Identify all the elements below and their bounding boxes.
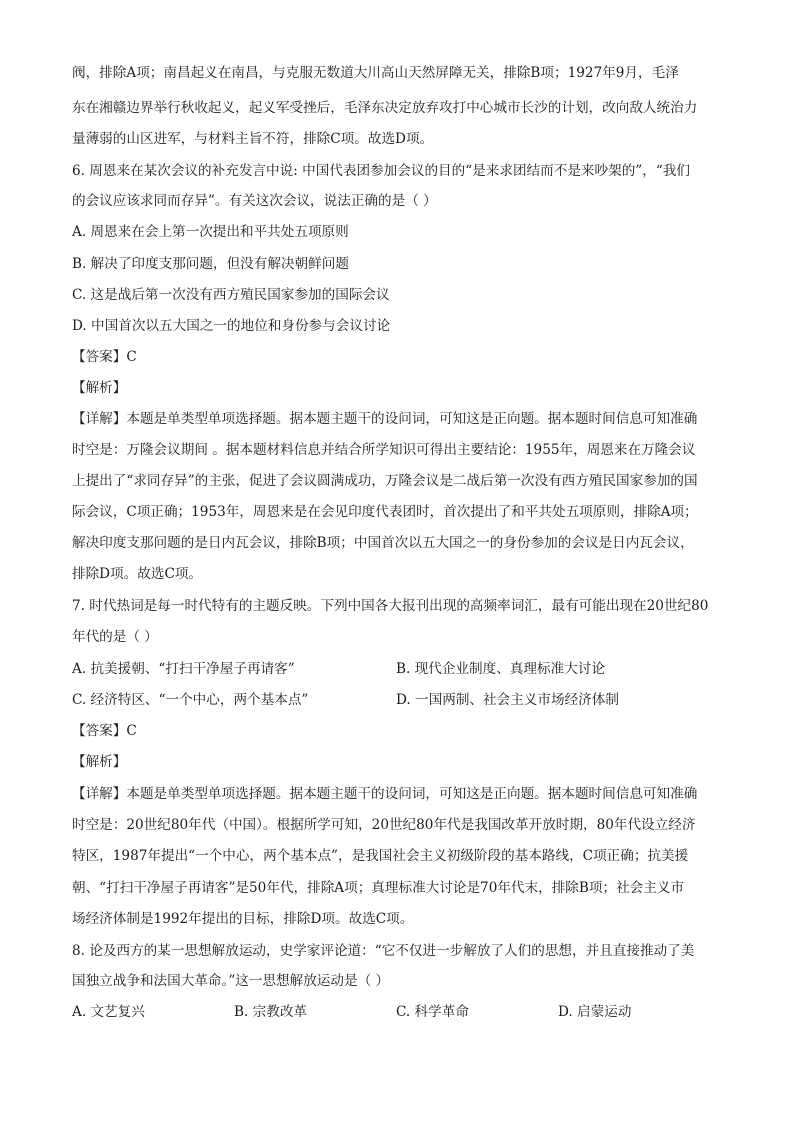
question-7-detail: 【详解】本题是单类型单项选择题。据本题主题干的设问词，可知这是正向题。据本题时间信息可知准确 — [72, 786, 698, 802]
question-6-stem: 的会议应该求同而存异”。有关这次会议，说法正确的是（ ） — [72, 193, 437, 209]
question-6-answer: 【答案】C — [72, 349, 137, 365]
question-7-answer: 【答案】C — [72, 723, 137, 739]
question-8-option-a: A. 文艺复兴 — [72, 1004, 145, 1020]
text-line: 阀，排除A项；南昌起义在南昌，与克服无数道大川高山天然屏障无关，排除B项；1927年9月，毛泽 — [72, 65, 679, 81]
question-6-detail: 际会议，C项正确；1953年，周恩来是在会见印度代表团时，首次提出了和平共处五项原则，排除A项； — [72, 504, 698, 520]
question-7-option-a: A. 抗美援朝、“打扫干净屋子再请客” — [72, 661, 295, 677]
question-8-stem: 8. 论及西方的某一思想解放运动，史学家评论道：“它不仅进一步解放了人们的思想，并且直接推动了美 — [72, 943, 695, 959]
question-7-option-c: C. 经济特区、“一个中心，两个基本点” — [72, 692, 309, 708]
question-8-option-c: C. 科学革命 — [396, 1004, 469, 1020]
question-6-detail: 解决印度支那问题的是日内瓦会议，排除B项；中国首次以五大国之一的身份参加的会议是日内瓦会议， — [72, 535, 694, 551]
text-line: 量薄弱的山区进军，与材料主旨不符，排除C项。故选D项。 — [72, 131, 434, 147]
question-6-option-a: A. 周恩来在会上第一次提出和平共处五项原则 — [72, 224, 349, 240]
question-6-option-c: C. 这是战后第一次没有西方殖民国家参加的国际会议 — [72, 287, 390, 303]
question-6-option-d: D. 中国首次以五大国之一的地位和身份参与会议讨论 — [72, 318, 391, 334]
question-7-detail: 特区，1987年提出“一个中心，两个基本点”，是我国社会主义初级阶段的基本路线，C项正确；抗美援 — [72, 848, 689, 864]
question-8-stem: 国独立战争和法国大革命。”这一思想解放运动是（ ） — [72, 973, 390, 989]
question-7-detail: 场经济体制是1992年提出的目标，排除D项。故选C项。 — [72, 911, 414, 927]
question-7-stem: 7. 时代热词是每一时代特有的主题反映。下列中国各大报刊出现的高频率词汇，最有可能出现在20世纪80 — [72, 598, 709, 614]
question-6-detail: 排除D项。故选C项。 — [72, 566, 203, 582]
question-7-option-d: D. 一国两制、社会主义市场经济体制 — [396, 692, 619, 708]
question-7-stem: 年代的是（ ） — [72, 629, 158, 645]
question-8-option-d: D. 启蒙运动 — [558, 1004, 632, 1020]
question-6-detail: 上提出了“求同存异”的主张，促进了会议圆满成功，万隆会议是二战后第一次没有西方殖民国家参加的国 — [72, 473, 698, 489]
question-6-detail: 时空是：万隆会议期间 。据本题材料信息并结合所学知识可得出主要结论：1955年，周恩来在万隆会议 — [72, 442, 696, 458]
question-6-stem: 6. 周恩来在某次会议的补充发言中说: 中国代表团参加会议的目的“是来求团结而不是来吵架的”，“我们 — [72, 163, 690, 179]
question-7-option-b: B. 现代企业制度、真理标准大讨论 — [396, 661, 605, 677]
question-6-detail: 【详解】本题是单类型单项选择题。据本题主题干的设问词，可知这是正向题。据本题时间信息可知准确 — [72, 411, 698, 427]
question-7-detail: 朝、“打扫干净屋子再请客”是50年代，排除A项；真理标准大讨论是70年代末，排除B项；社会主义市 — [72, 880, 685, 896]
question-6-option-b: B. 解决了印度支那问题，但没有解决朝鲜问题 — [72, 256, 349, 272]
question-7-analysis-label: 【解析】 — [72, 754, 127, 770]
question-8-option-b: B. 宗教改革 — [234, 1004, 308, 1020]
question-6-analysis-label: 【解析】 — [72, 380, 127, 396]
text-line: 东在湘赣边界举行秋收起义，起义军受挫后，毛泽东决定放弃攻打中心城市长沙的计划，改向敌人统治力 — [72, 100, 698, 116]
question-7-detail: 时空是：20世纪80年代（中国）。根据所学可知，20世纪80年代是我国改革开放时期，80年代设立经济 — [72, 817, 696, 833]
